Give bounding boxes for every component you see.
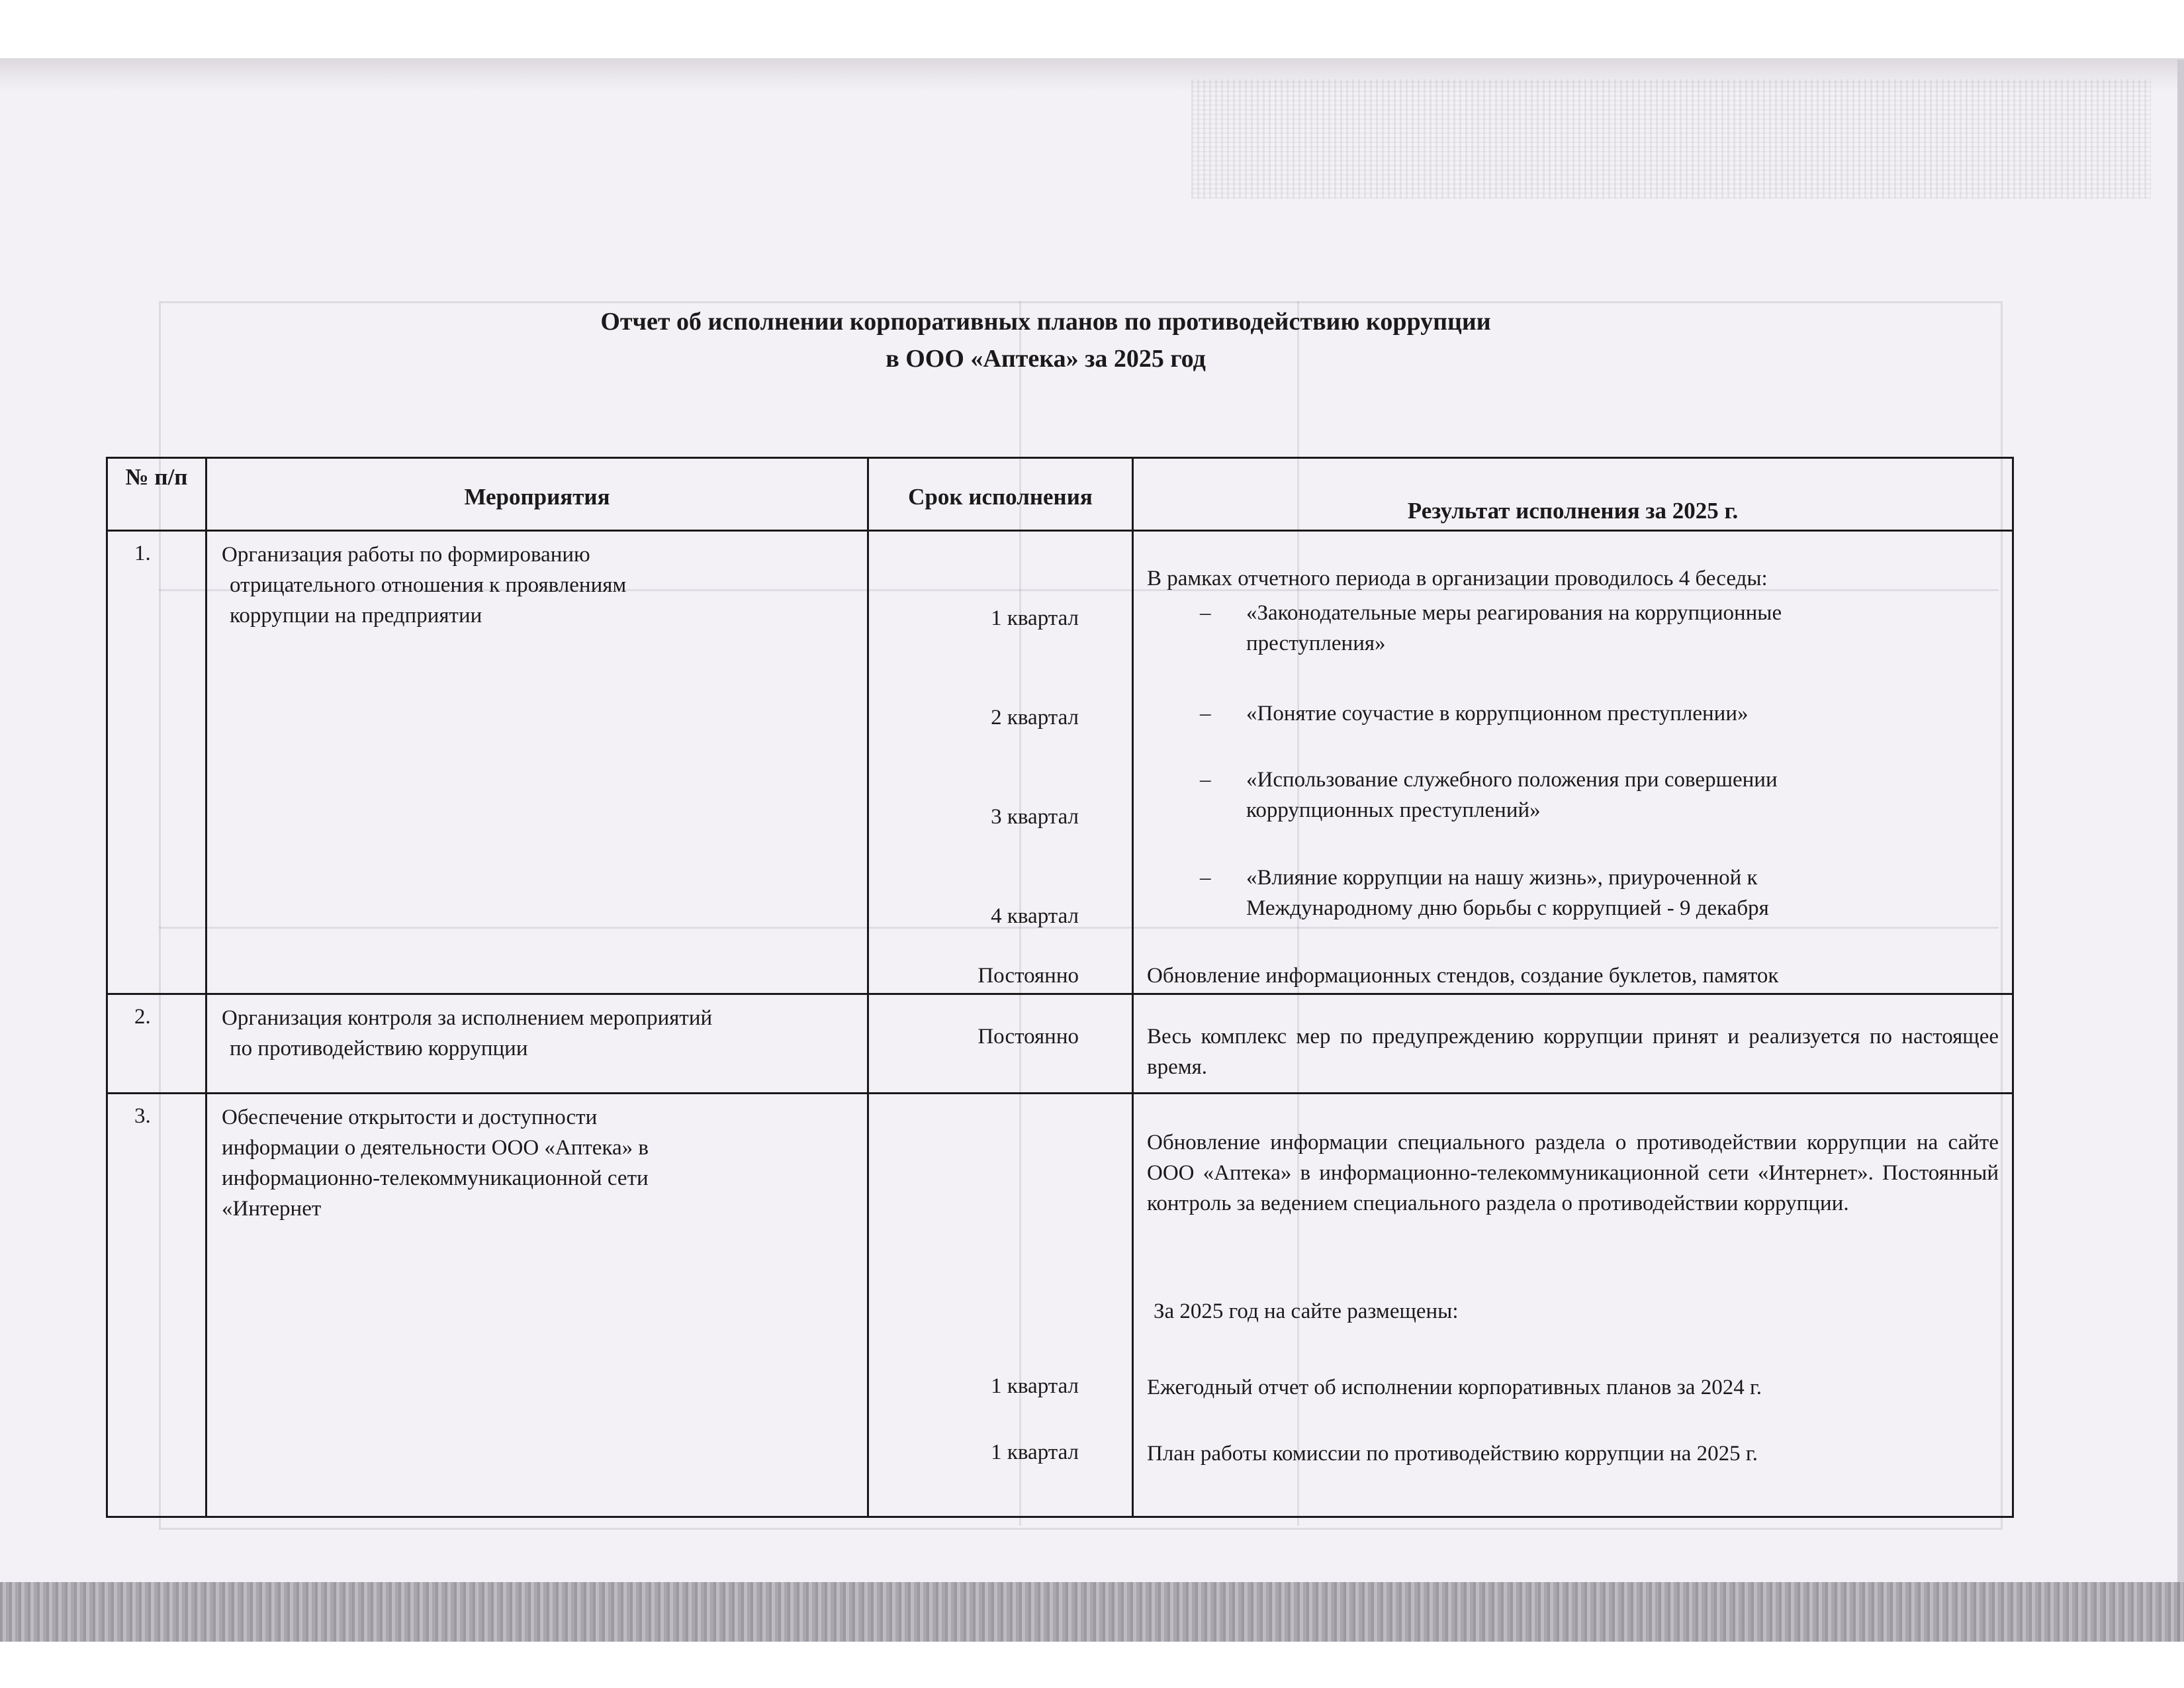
result-cell: [1133, 1094, 2013, 1517]
list-item-line: «Понятие соучастие в коррупционном преступлении»: [1246, 702, 1749, 726]
term-value: Постоянно: [978, 1025, 1079, 1049]
event-text: «Интернет: [222, 1197, 322, 1221]
term-value: 2 квартал: [991, 706, 1079, 729]
list-item-text: [1246, 698, 1999, 729]
title-line-2: в ООО «Аптека» за 2025 год: [886, 345, 1206, 373]
scan-top-margin: [0, 0, 2184, 60]
row-number: 2.: [107, 994, 206, 1094]
row-number: 3.: [107, 1094, 206, 1517]
scan-bottom-margin: [0, 1642, 2184, 1688]
report-table: [106, 457, 2014, 1518]
event-text: коррупции на предприятии: [230, 604, 482, 628]
title-line-1: Отчет об исполнении корпоративных планов по противодействию коррупции: [600, 308, 1491, 336]
term-value: 1 квартал: [991, 1374, 1079, 1398]
term-value: 3 квартал: [991, 805, 1079, 829]
event-text: Обеспечение открытости и доступности: [222, 1105, 598, 1129]
list-item-text: [1246, 765, 1999, 825]
list-item-line: «Законодательные меры реагирования на коррупционные: [1246, 601, 1782, 625]
event-text: информации о деятельности ООО «Аптека» в: [222, 1136, 649, 1160]
scan-noise: [1191, 79, 2151, 199]
event-text: информационно-телекоммуникационной сети: [222, 1166, 649, 1190]
scan-bottom-edge: [0, 1582, 2184, 1642]
term-value: 1 квартал: [991, 1440, 1079, 1464]
list-item-line: Международному дню борьбы с коррупцией - 9 декабря: [1246, 896, 1769, 920]
dash-bullet: –: [1200, 866, 1211, 890]
table-header-row: [107, 458, 2013, 531]
header-event: Мероприятия: [206, 458, 868, 531]
scan-right-edge: [2177, 60, 2184, 1648]
event-cell: [206, 1094, 868, 1517]
table-row: [107, 994, 2013, 1094]
table-row: [107, 531, 2013, 994]
event-text: Организация контроля за исполнением мероприятий: [222, 1006, 713, 1030]
result-text: Обновление информации специального раздела о противодействии коррупции на сайте ООО «Аптека» в информационно-телекоммуникационной сети «Интернет». Постоянный контроль за ведением специального раздела о противодействии коррупции.: [1147, 1131, 1999, 1215]
posted-document: План работы комиссии по противодействию коррупции на 2025 г.: [1147, 1442, 1758, 1466]
result-subheading: За 2025 год на сайте размещены:: [1154, 1299, 1459, 1323]
result-cell: [1133, 994, 2013, 1094]
term-cell: [868, 1094, 1133, 1517]
list-item-line: «Влияние коррупции на нашу жизнь», приуроченной к: [1246, 866, 1758, 890]
list-item-line: коррупционных преступлений»: [1246, 798, 1541, 822]
term-cell: [868, 994, 1133, 1094]
row-number: 1.: [107, 531, 206, 994]
list-item-text: [1246, 598, 1999, 659]
result-cell: [1133, 531, 2013, 994]
event-text: по противодействию коррупции: [230, 1037, 528, 1060]
header-term: Срок исполнения: [868, 458, 1133, 531]
list-item-text: [1246, 863, 1999, 923]
term-value: 4 квартал: [991, 904, 1079, 928]
result-text: Весь комплекс мер по предупреждению коррупции принят и реализуется по настоящее время.: [1147, 1025, 1999, 1079]
event-text: отрицательного отношения к проявлениям: [230, 573, 627, 597]
result-final: Обновление информационных стендов, создание буклетов, памяток: [1147, 964, 1779, 988]
header-num: № п/п: [107, 458, 206, 531]
header-result: Результат исполнения за 2025 г.: [1133, 458, 2013, 531]
event-text: Организация работы по формированию: [222, 543, 590, 567]
event-cell: [206, 531, 868, 994]
result-intro: В рамках отчетного периода в организации проводилось 4 беседы:: [1147, 567, 1768, 590]
term-cell: [868, 531, 1133, 994]
event-cell: [206, 994, 868, 1094]
table-row: [107, 1094, 2013, 1517]
dash-bullet: –: [1200, 768, 1211, 792]
posted-document: Ежегодный отчет об исполнении корпоративных планов за 2024 г.: [1147, 1376, 1762, 1399]
dash-bullet: –: [1200, 702, 1211, 726]
term-value: 1 квартал: [991, 606, 1079, 630]
list-item-line: «Использование служебного положения при совершении: [1246, 768, 1778, 792]
document-title: [106, 303, 1985, 377]
list-item-line: преступления»: [1246, 632, 1386, 655]
dash-bullet: –: [1200, 601, 1211, 625]
term-value: Постоянно: [978, 964, 1079, 988]
